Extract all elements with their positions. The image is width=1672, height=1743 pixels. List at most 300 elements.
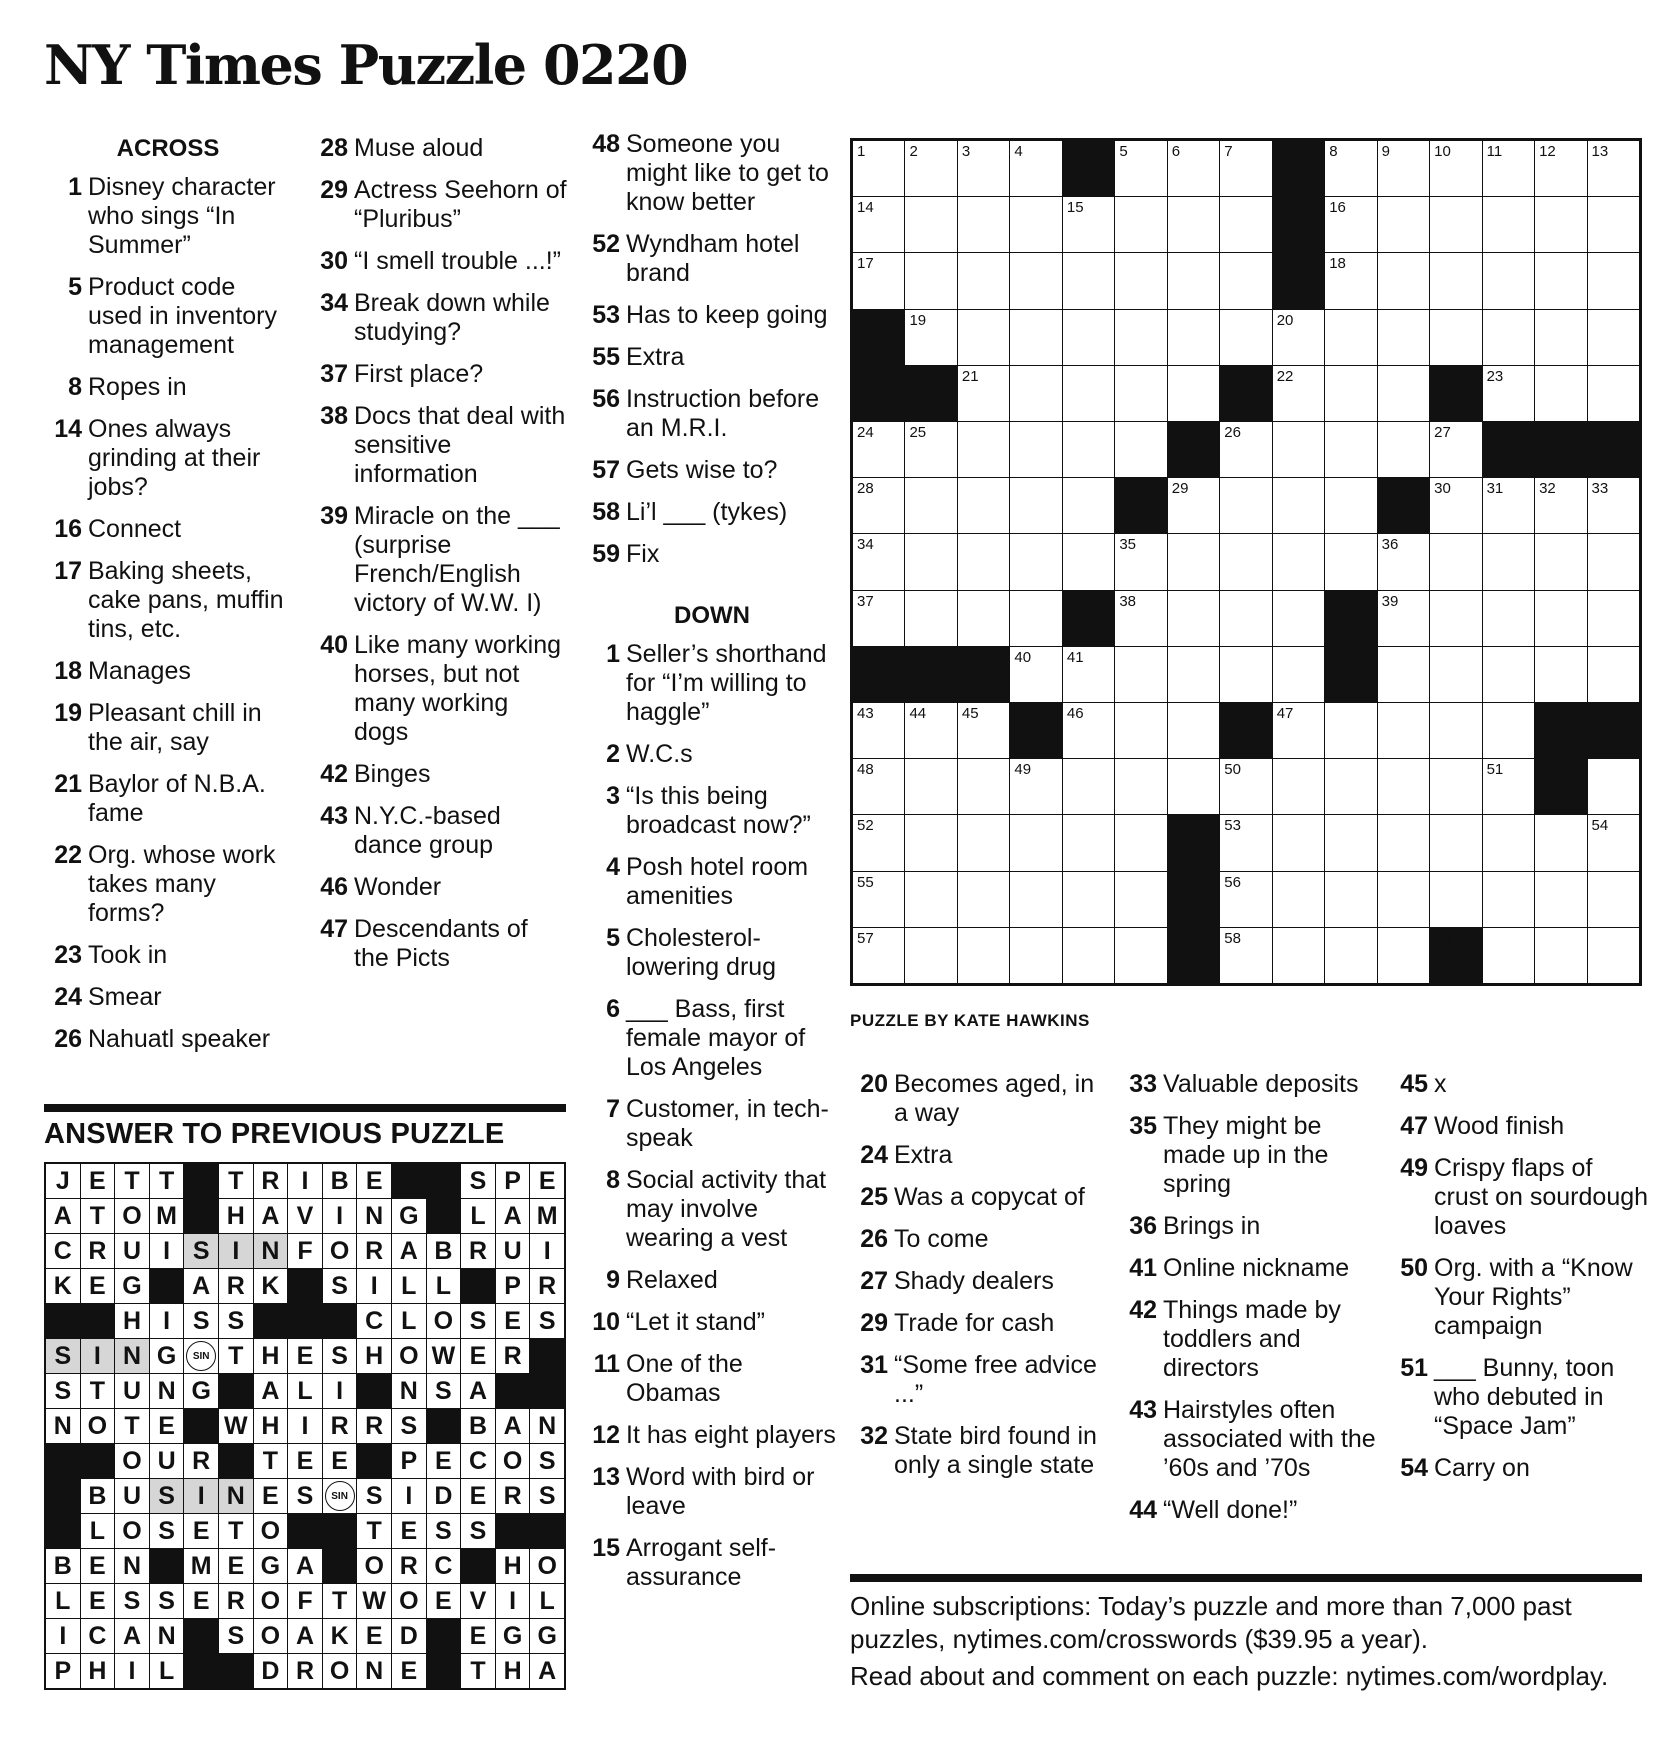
cell-number: 6	[1171, 143, 1181, 160]
down-clue	[850, 1141, 1110, 1170]
answer-letter: K	[323, 1619, 357, 1653]
grid-cell[interactable]	[1063, 759, 1114, 814]
answer-letter: A	[115, 1619, 149, 1653]
grid-cell[interactable]	[1430, 815, 1481, 870]
answer-letter: S	[184, 1234, 218, 1268]
down-clue	[582, 1095, 842, 1153]
grid-cell[interactable]	[1535, 647, 1586, 702]
answer-letter: A	[288, 1619, 322, 1653]
grid-cell[interactable]	[1430, 534, 1481, 589]
grid-cell[interactable]	[1535, 253, 1586, 308]
down-clue	[582, 995, 842, 1082]
grid-cell[interactable]	[1378, 759, 1429, 814]
grid-cell[interactable]	[905, 759, 956, 814]
grid-cell[interactable]	[1325, 478, 1376, 533]
grid-cell[interactable]	[1220, 478, 1271, 533]
cell-number: 52	[857, 817, 874, 835]
answer-letter: E	[81, 1269, 115, 1303]
grid-cell[interactable]	[1220, 422, 1271, 477]
grid-cell[interactable]	[1588, 253, 1639, 308]
grid-cell[interactable]	[1430, 591, 1481, 646]
grid-cell[interactable]	[905, 534, 956, 589]
grid-cell[interactable]	[1483, 310, 1534, 365]
cell-number: 18	[1329, 255, 1346, 273]
grid-cell[interactable]	[1483, 478, 1534, 533]
grid-cell[interactable]	[1378, 141, 1429, 196]
grid-cell[interactable]	[1273, 591, 1324, 646]
grid-cell[interactable]	[1168, 478, 1219, 533]
grid-cell[interactable]	[1115, 703, 1166, 758]
cell-number: 12	[1539, 143, 1556, 160]
clue-text: Online nickname	[1163, 1254, 1350, 1282]
grid-cell[interactable]	[958, 534, 1009, 589]
across-clue	[44, 173, 292, 260]
grid-cell[interactable]	[1168, 197, 1219, 252]
grid-cell[interactable]	[1588, 872, 1639, 927]
clue-text: Ropes in	[88, 373, 187, 401]
answer-letter: H	[496, 1549, 530, 1583]
grid-cell[interactable]	[1168, 591, 1219, 646]
grid-cell[interactable]	[905, 478, 956, 533]
grid-cell[interactable]	[1115, 534, 1166, 589]
rebus-circle: SIN	[186, 1341, 216, 1371]
across-clue	[310, 134, 568, 163]
grid-cell[interactable]	[905, 928, 956, 983]
answer-letter: B	[323, 1164, 357, 1198]
grid-cell[interactable]	[1378, 928, 1429, 983]
grid-cell[interactable]	[1483, 815, 1534, 870]
grid-cell[interactable]	[1273, 759, 1324, 814]
grid-cell[interactable]	[1063, 366, 1114, 421]
grid-cell[interactable]	[1378, 197, 1429, 252]
grid-cell[interactable]	[905, 591, 956, 646]
grid-cell[interactable]	[1325, 815, 1376, 870]
clue-number: 34	[320, 289, 348, 317]
grid-cell[interactable]	[1063, 872, 1114, 927]
grid-cell[interactable]	[1220, 591, 1271, 646]
grid-cell[interactable]	[1273, 478, 1324, 533]
clue-column-2	[310, 134, 568, 986]
clue-text: They might be made up in the spring	[1163, 1112, 1329, 1198]
grid-cell[interactable]	[1115, 197, 1166, 252]
grid-cell[interactable]	[853, 197, 904, 252]
clue-number: 19	[54, 699, 82, 727]
grid-cell[interactable]	[1115, 647, 1166, 702]
answer-letter: C	[461, 1444, 495, 1478]
grid-cell[interactable]	[1168, 141, 1219, 196]
grid-cell[interactable]	[1325, 197, 1376, 252]
grid-cell[interactable]	[1483, 759, 1534, 814]
previous-answer-title: ANSWER TO PREVIOUS PUZZLE	[44, 1118, 505, 1150]
grid-cell[interactable]	[1325, 366, 1376, 421]
answer-letter: E	[323, 1444, 357, 1478]
grid-cell[interactable]	[1325, 872, 1376, 927]
grid-cell[interactable]	[905, 872, 956, 927]
grid-cell[interactable]	[1220, 928, 1271, 983]
grid-cell[interactable]	[1063, 928, 1114, 983]
grid-cell[interactable]	[1325, 534, 1376, 589]
grid-cell[interactable]	[1588, 759, 1639, 814]
grid-cell[interactable]	[1063, 478, 1114, 533]
grid-cell[interactable]	[1378, 422, 1429, 477]
grid-cell[interactable]	[1273, 872, 1324, 927]
black-square	[905, 366, 956, 421]
grid-cell[interactable]	[1273, 815, 1324, 870]
grid-cell[interactable]	[1220, 647, 1271, 702]
grid-cell[interactable]	[1010, 534, 1061, 589]
grid-cell[interactable]	[958, 310, 1009, 365]
black-square	[1325, 647, 1376, 702]
grid-cell[interactable]	[1010, 759, 1061, 814]
clue-text: Customer, in tech-speak	[626, 1095, 829, 1152]
cell-number: 39	[1381, 592, 1399, 610]
clue-text: Shady dealers	[894, 1267, 1054, 1295]
grid-cell[interactable]	[1483, 534, 1534, 589]
grid-cell[interactable]	[1273, 928, 1324, 983]
across-clue	[310, 402, 568, 489]
clue-number: 17	[54, 557, 82, 585]
down-clue	[582, 853, 842, 911]
grid-cell[interactable]	[1220, 759, 1271, 814]
grid-cell[interactable]	[1273, 534, 1324, 589]
grid-cell[interactable]	[853, 759, 904, 814]
grid-cell[interactable]	[1168, 253, 1219, 308]
answer-black-square	[427, 1409, 461, 1443]
grid-cell[interactable]	[1430, 872, 1481, 927]
grid-cell[interactable]	[1483, 872, 1534, 927]
cell-number: 27	[1434, 424, 1451, 441]
grid-cell[interactable]	[853, 478, 904, 533]
grid-cell[interactable]	[1168, 310, 1219, 365]
grid-cell[interactable]	[1063, 703, 1114, 758]
down-clue	[582, 1463, 842, 1521]
cell-number: 56	[1224, 873, 1241, 891]
across-clue	[44, 699, 292, 757]
grid-cell[interactable]	[1430, 422, 1481, 477]
grid-cell[interactable]	[1535, 141, 1586, 196]
grid-cell[interactable]	[1430, 647, 1481, 702]
grid-cell[interactable]	[1430, 478, 1481, 533]
grid-cell[interactable]	[958, 815, 1009, 870]
grid-cell[interactable]	[1010, 478, 1061, 533]
grid-cell[interactable]	[1535, 872, 1586, 927]
grid-cell[interactable]	[853, 591, 904, 646]
clue-text: Ones always grinding at their jobs?	[88, 415, 261, 501]
grid-cell[interactable]	[958, 141, 1009, 196]
down-clue	[850, 1351, 1110, 1409]
grid-cell[interactable]	[1588, 534, 1639, 589]
grid-cell[interactable]	[1378, 872, 1429, 927]
answer-letter: R	[323, 1409, 357, 1443]
clue-text: Miracle on the ___ (surprise French/English victory of W.W. I)	[354, 502, 560, 617]
crossword-grid[interactable]	[850, 138, 1642, 986]
cell-number: 8	[1329, 143, 1338, 160]
grid-cell[interactable]	[1325, 141, 1376, 196]
grid-cell[interactable]	[1010, 141, 1061, 196]
across-clue	[310, 873, 568, 902]
grid-cell[interactable]	[1535, 591, 1586, 646]
answer-letter: S	[427, 1374, 461, 1408]
grid-cell[interactable]	[1535, 815, 1586, 870]
down-clue	[1119, 1212, 1381, 1241]
grid-cell[interactable]	[1483, 366, 1534, 421]
answer-letter: S	[461, 1514, 495, 1548]
grid-cell[interactable]	[1115, 759, 1166, 814]
grid-cell[interactable]	[958, 591, 1009, 646]
grid-cell[interactable]	[958, 928, 1009, 983]
grid-cell[interactable]	[1588, 310, 1639, 365]
grid-cell[interactable]	[1483, 591, 1534, 646]
answer-letter: G	[530, 1619, 564, 1653]
grid-cell[interactable]	[1588, 591, 1639, 646]
black-square	[1220, 366, 1271, 421]
grid-cell[interactable]	[1378, 310, 1429, 365]
grid-cell[interactable]	[1588, 815, 1639, 870]
grid-cell[interactable]	[1325, 253, 1376, 308]
grid-cell[interactable]	[1378, 366, 1429, 421]
answer-letter: E	[150, 1409, 184, 1443]
answer-letter: R	[357, 1234, 391, 1268]
clue-number: 25	[860, 1183, 888, 1211]
clue-number: 31	[860, 1351, 888, 1379]
grid-cell[interactable]	[958, 703, 1009, 758]
grid-cell[interactable]	[1430, 253, 1481, 308]
clue-text: Becomes aged, in a way	[894, 1070, 1095, 1127]
clue-text: Someone you might like to get to know better	[626, 130, 829, 216]
grid-cell[interactable]	[1273, 422, 1324, 477]
grid-cell[interactable]	[958, 872, 1009, 927]
grid-cell[interactable]	[1535, 534, 1586, 589]
grid-cell[interactable]	[905, 703, 956, 758]
clue-number: 42	[320, 760, 348, 788]
grid-cell[interactable]	[1010, 872, 1061, 927]
black-square	[1010, 703, 1061, 758]
answer-letter: A	[530, 1654, 564, 1688]
across-clue	[582, 456, 842, 485]
grid-cell[interactable]	[1588, 366, 1639, 421]
grid-cell[interactable]	[1010, 422, 1061, 477]
grid-cell[interactable]	[1168, 366, 1219, 421]
grid-cell[interactable]	[1325, 759, 1376, 814]
grid-cell[interactable]	[1325, 928, 1376, 983]
answer-letter: W	[219, 1409, 253, 1443]
grid-cell[interactable]	[1115, 422, 1166, 477]
answer-letter: O	[254, 1514, 288, 1548]
grid-cell[interactable]	[853, 928, 904, 983]
grid-cell[interactable]	[1325, 422, 1376, 477]
clue-text: “Is this being broadcast now?”	[626, 782, 811, 839]
across-clue	[310, 631, 568, 747]
clue-text: Brings in	[1163, 1212, 1261, 1240]
grid-cell[interactable]	[1115, 591, 1166, 646]
down-clue	[1119, 1296, 1381, 1383]
grid-cell[interactable]	[1220, 253, 1271, 308]
grid-cell[interactable]	[958, 422, 1009, 477]
grid-cell[interactable]	[853, 872, 904, 927]
grid-cell[interactable]	[1588, 197, 1639, 252]
grid-cell[interactable]	[1115, 366, 1166, 421]
answer-letter: S	[323, 1339, 357, 1373]
grid-cell[interactable]	[1378, 591, 1429, 646]
grid-cell[interactable]	[1483, 928, 1534, 983]
grid-cell[interactable]	[905, 141, 956, 196]
black-square	[1430, 366, 1481, 421]
answer-letter: C	[81, 1619, 115, 1653]
grid-cell[interactable]	[1325, 310, 1376, 365]
answer-letter: D	[427, 1479, 461, 1513]
grid-cell[interactable]	[1220, 141, 1271, 196]
grid-cell[interactable]	[1273, 703, 1324, 758]
clue-text: “Some free advice ...”	[894, 1351, 1097, 1408]
grid-cell[interactable]	[1010, 815, 1061, 870]
grid-cell[interactable]	[1063, 310, 1114, 365]
grid-cell[interactable]	[905, 253, 956, 308]
grid-cell[interactable]	[853, 703, 904, 758]
grid-cell[interactable]	[1220, 197, 1271, 252]
answer-black-square	[46, 1444, 80, 1478]
answer-letter: S	[46, 1374, 80, 1408]
grid-cell[interactable]	[1430, 310, 1481, 365]
answer-letter: E	[184, 1584, 218, 1618]
grid-cell[interactable]	[1010, 253, 1061, 308]
grid-cell[interactable]	[1535, 366, 1586, 421]
grid-cell[interactable]	[1588, 928, 1639, 983]
clue-number: 21	[54, 770, 82, 798]
grid-cell[interactable]	[1273, 647, 1324, 702]
grid-cell[interactable]	[1063, 534, 1114, 589]
grid-cell[interactable]	[1378, 815, 1429, 870]
grid-cell[interactable]	[853, 815, 904, 870]
grid-cell[interactable]	[1378, 647, 1429, 702]
grid-cell[interactable]	[958, 253, 1009, 308]
grid-cell[interactable]	[905, 815, 956, 870]
grid-cell[interactable]	[1378, 703, 1429, 758]
grid-cell[interactable]	[1115, 310, 1166, 365]
black-square	[1273, 197, 1324, 252]
grid-cell[interactable]	[1430, 703, 1481, 758]
answer-letter: S	[288, 1479, 322, 1513]
grid-cell[interactable]	[1063, 422, 1114, 477]
grid-cell[interactable]	[853, 253, 904, 308]
grid-cell[interactable]	[958, 366, 1009, 421]
answer-letter: L	[46, 1584, 80, 1618]
black-square	[1168, 928, 1219, 983]
grid-cell[interactable]	[1220, 310, 1271, 365]
grid-cell[interactable]	[1483, 197, 1534, 252]
grid-cell[interactable]	[1588, 478, 1639, 533]
grid-cell[interactable]	[1430, 759, 1481, 814]
grid-cell[interactable]	[1483, 253, 1534, 308]
grid-cell[interactable]	[1535, 478, 1586, 533]
grid-cell[interactable]	[1168, 759, 1219, 814]
answer-letter: S	[427, 1514, 461, 1548]
down-clue	[582, 1266, 842, 1295]
down-clue	[1390, 1254, 1652, 1341]
grid-cell[interactable]	[1168, 647, 1219, 702]
answer-black-square	[219, 1444, 253, 1478]
grid-cell[interactable]	[1273, 366, 1324, 421]
grid-cell[interactable]	[905, 422, 956, 477]
grid-cell[interactable]	[1483, 647, 1534, 702]
grid-cell[interactable]	[1168, 703, 1219, 758]
grid-cell[interactable]	[1010, 591, 1061, 646]
clue-text: Instruction before an M.R.I.	[626, 385, 820, 442]
grid-cell[interactable]	[1063, 815, 1114, 870]
grid-cell[interactable]	[1535, 310, 1586, 365]
grid-cell[interactable]	[1588, 141, 1639, 196]
grid-cell[interactable]	[1535, 928, 1586, 983]
grid-cell[interactable]	[1430, 141, 1481, 196]
grid-cell[interactable]	[1378, 253, 1429, 308]
grid-cell[interactable]	[1010, 197, 1061, 252]
clue-text: ___ Bass, first female mayor of Los Angeles	[626, 995, 806, 1081]
grid-cell[interactable]	[1115, 815, 1166, 870]
answer-letter: S	[46, 1339, 80, 1373]
grid-cell[interactable]	[1483, 703, 1534, 758]
answer-letter: H	[357, 1339, 391, 1373]
black-square	[853, 366, 904, 421]
grid-cell[interactable]	[1430, 197, 1481, 252]
grid-cell[interactable]	[1115, 872, 1166, 927]
grid-cell[interactable]	[1168, 534, 1219, 589]
grid-cell[interactable]	[1115, 928, 1166, 983]
answer-letter: F	[288, 1584, 322, 1618]
answer-black-square	[184, 1409, 218, 1443]
grid-cell[interactable]	[958, 478, 1009, 533]
cell-number: 47	[1276, 705, 1294, 722]
grid-cell[interactable]	[1063, 647, 1114, 702]
clue-text: x	[1434, 1070, 1447, 1098]
down-clue	[582, 924, 842, 982]
grid-cell[interactable]	[1273, 310, 1324, 365]
grid-cell[interactable]	[1010, 647, 1061, 702]
grid-cell[interactable]	[1220, 872, 1271, 927]
grid-cell[interactable]	[853, 141, 904, 196]
answer-black-square	[461, 1549, 495, 1583]
grid-cell[interactable]	[1483, 141, 1534, 196]
down-clue	[850, 1267, 1110, 1296]
grid-cell[interactable]	[1325, 703, 1376, 758]
answer-black-square	[323, 1304, 357, 1338]
grid-cell[interactable]	[958, 197, 1009, 252]
answer-black-square	[81, 1304, 115, 1338]
grid-cell[interactable]	[1063, 253, 1114, 308]
grid-cell[interactable]	[853, 422, 904, 477]
answer-letter: O	[496, 1444, 530, 1478]
grid-cell[interactable]	[1220, 815, 1271, 870]
answer-letter: O	[323, 1234, 357, 1268]
grid-cell[interactable]	[1010, 310, 1061, 365]
grid-cell[interactable]	[853, 534, 904, 589]
answer-letter: A	[46, 1199, 80, 1233]
grid-cell[interactable]	[1220, 534, 1271, 589]
black-square	[1535, 703, 1586, 758]
grid-cell[interactable]	[905, 310, 956, 365]
grid-cell[interactable]	[1115, 253, 1166, 308]
grid-cell[interactable]	[958, 759, 1009, 814]
grid-cell[interactable]	[1535, 197, 1586, 252]
cell-number: 57	[857, 929, 874, 947]
grid-cell[interactable]	[1378, 534, 1429, 589]
answer-letter: I	[323, 1374, 357, 1408]
grid-cell[interactable]	[1588, 647, 1639, 702]
grid-cell[interactable]	[1115, 141, 1166, 196]
grid-cell[interactable]	[1063, 197, 1114, 252]
black-square	[1535, 759, 1586, 814]
grid-cell[interactable]	[1010, 928, 1061, 983]
grid-cell[interactable]	[905, 197, 956, 252]
grid-cell[interactable]	[1010, 366, 1061, 421]
